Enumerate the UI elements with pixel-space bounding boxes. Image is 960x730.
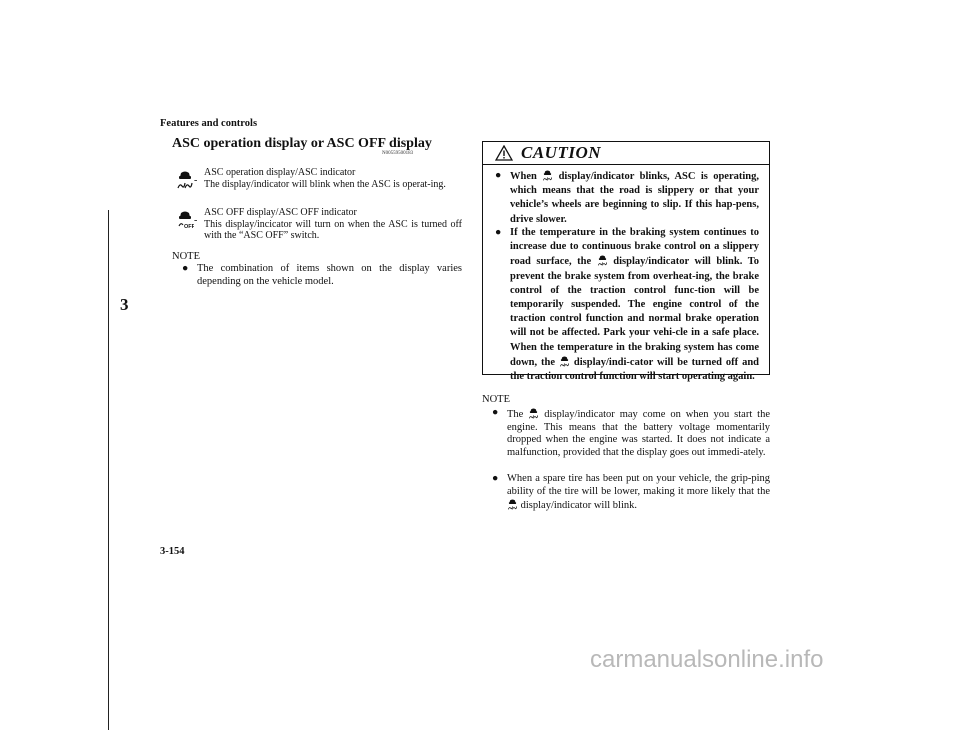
chapter-tab-divider	[108, 210, 149, 730]
caution-text: display/indicator blinks, ASC is operating, which means that the road is slippery or that your vehicle’s wheels are beginning to slip. If this hap-pens, drive slower.	[510, 171, 760, 225]
note-text: The combination of items shown on the display varies depending on the vehicle model.	[197, 263, 462, 287]
caution-box	[482, 141, 770, 383]
note-label: NOTE	[482, 394, 510, 405]
asc-operation-icon	[176, 169, 194, 189]
indicator-dash: -	[194, 215, 198, 226]
bullet-icon: ●	[495, 170, 502, 181]
caution-label: CAUTION	[521, 143, 602, 162]
caution-item	[495, 169, 759, 229]
caution-text: display/indicator will blink. To prevent the brake system from overheat-ing, the brake control of the traction control func-tion will be temporarily suspended. The engine control of the traction control function and normal brake operation will not be affected. Park your vehi-cle in a safe place. When the temperature in the braking system has come down, the	[510, 256, 759, 368]
note-text: display/indicator will blink.	[520, 500, 637, 511]
document-code: N00559500183	[382, 151, 414, 156]
indicator-description: The display/indicator will blink when the ASC is operat-ing.	[204, 178, 446, 190]
indicator-name: ASC operation display/ASC indicator	[204, 167, 356, 178]
bullet-icon: ●	[182, 263, 189, 274]
indicator-name: ASC OFF display/ASC OFF indicator	[204, 207, 357, 218]
indicator-description: This display/incicator will turn on when the ASC is turned off with the “ASC OFF” switch.	[204, 218, 462, 241]
note-text: The	[507, 409, 524, 420]
chapter-number: 3	[120, 295, 129, 314]
asc-operation-icon	[597, 254, 608, 266]
indicator-row-asc-off	[172, 207, 462, 247]
indicator-dash: -	[194, 175, 198, 186]
indicator-row-asc-operation	[172, 167, 462, 207]
note-text: When a spare tire has been put on your vehicle, the grip-ping ability of the tire will be lower, making it more likely that the	[507, 473, 770, 497]
bullet-icon: ●	[492, 407, 499, 418]
page-number: 3-154	[160, 546, 185, 557]
asc-operation-icon	[507, 498, 518, 510]
asc-operation-icon	[528, 407, 539, 419]
warning-triangle-icon	[495, 145, 513, 161]
bullet-icon: ●	[492, 473, 499, 484]
note-text: display/indicator may come on when you start the engine. This means that the battery voltage momentarily dropped when the engine was started. It does not indicate a malfunction, provided that the display goes out immedi-ately.	[507, 409, 770, 458]
bullet-icon: ●	[495, 227, 502, 238]
caution-text: If the temperature in the braking system continues to increase due to continuous brake control on a slippery road surface, the	[510, 227, 759, 268]
caution-header	[483, 142, 769, 165]
caution-item	[495, 226, 760, 383]
note-item	[492, 473, 770, 518]
note-item	[492, 407, 770, 473]
asc-operation-icon	[559, 355, 570, 367]
section-header: Features and controls	[160, 118, 258, 129]
asc-off-icon	[176, 209, 194, 229]
note-label: NOTE	[172, 251, 200, 262]
caution-text: When	[510, 171, 537, 182]
watermark: carmanualsonline.info	[590, 646, 824, 673]
page-title: ASC operation display or ASC OFF display	[172, 136, 432, 151]
note-item	[182, 263, 462, 293]
caution-text: display/indi-cator will be turned off and the traction control function will start operating again.	[510, 356, 760, 383]
asc-operation-icon	[542, 169, 553, 181]
